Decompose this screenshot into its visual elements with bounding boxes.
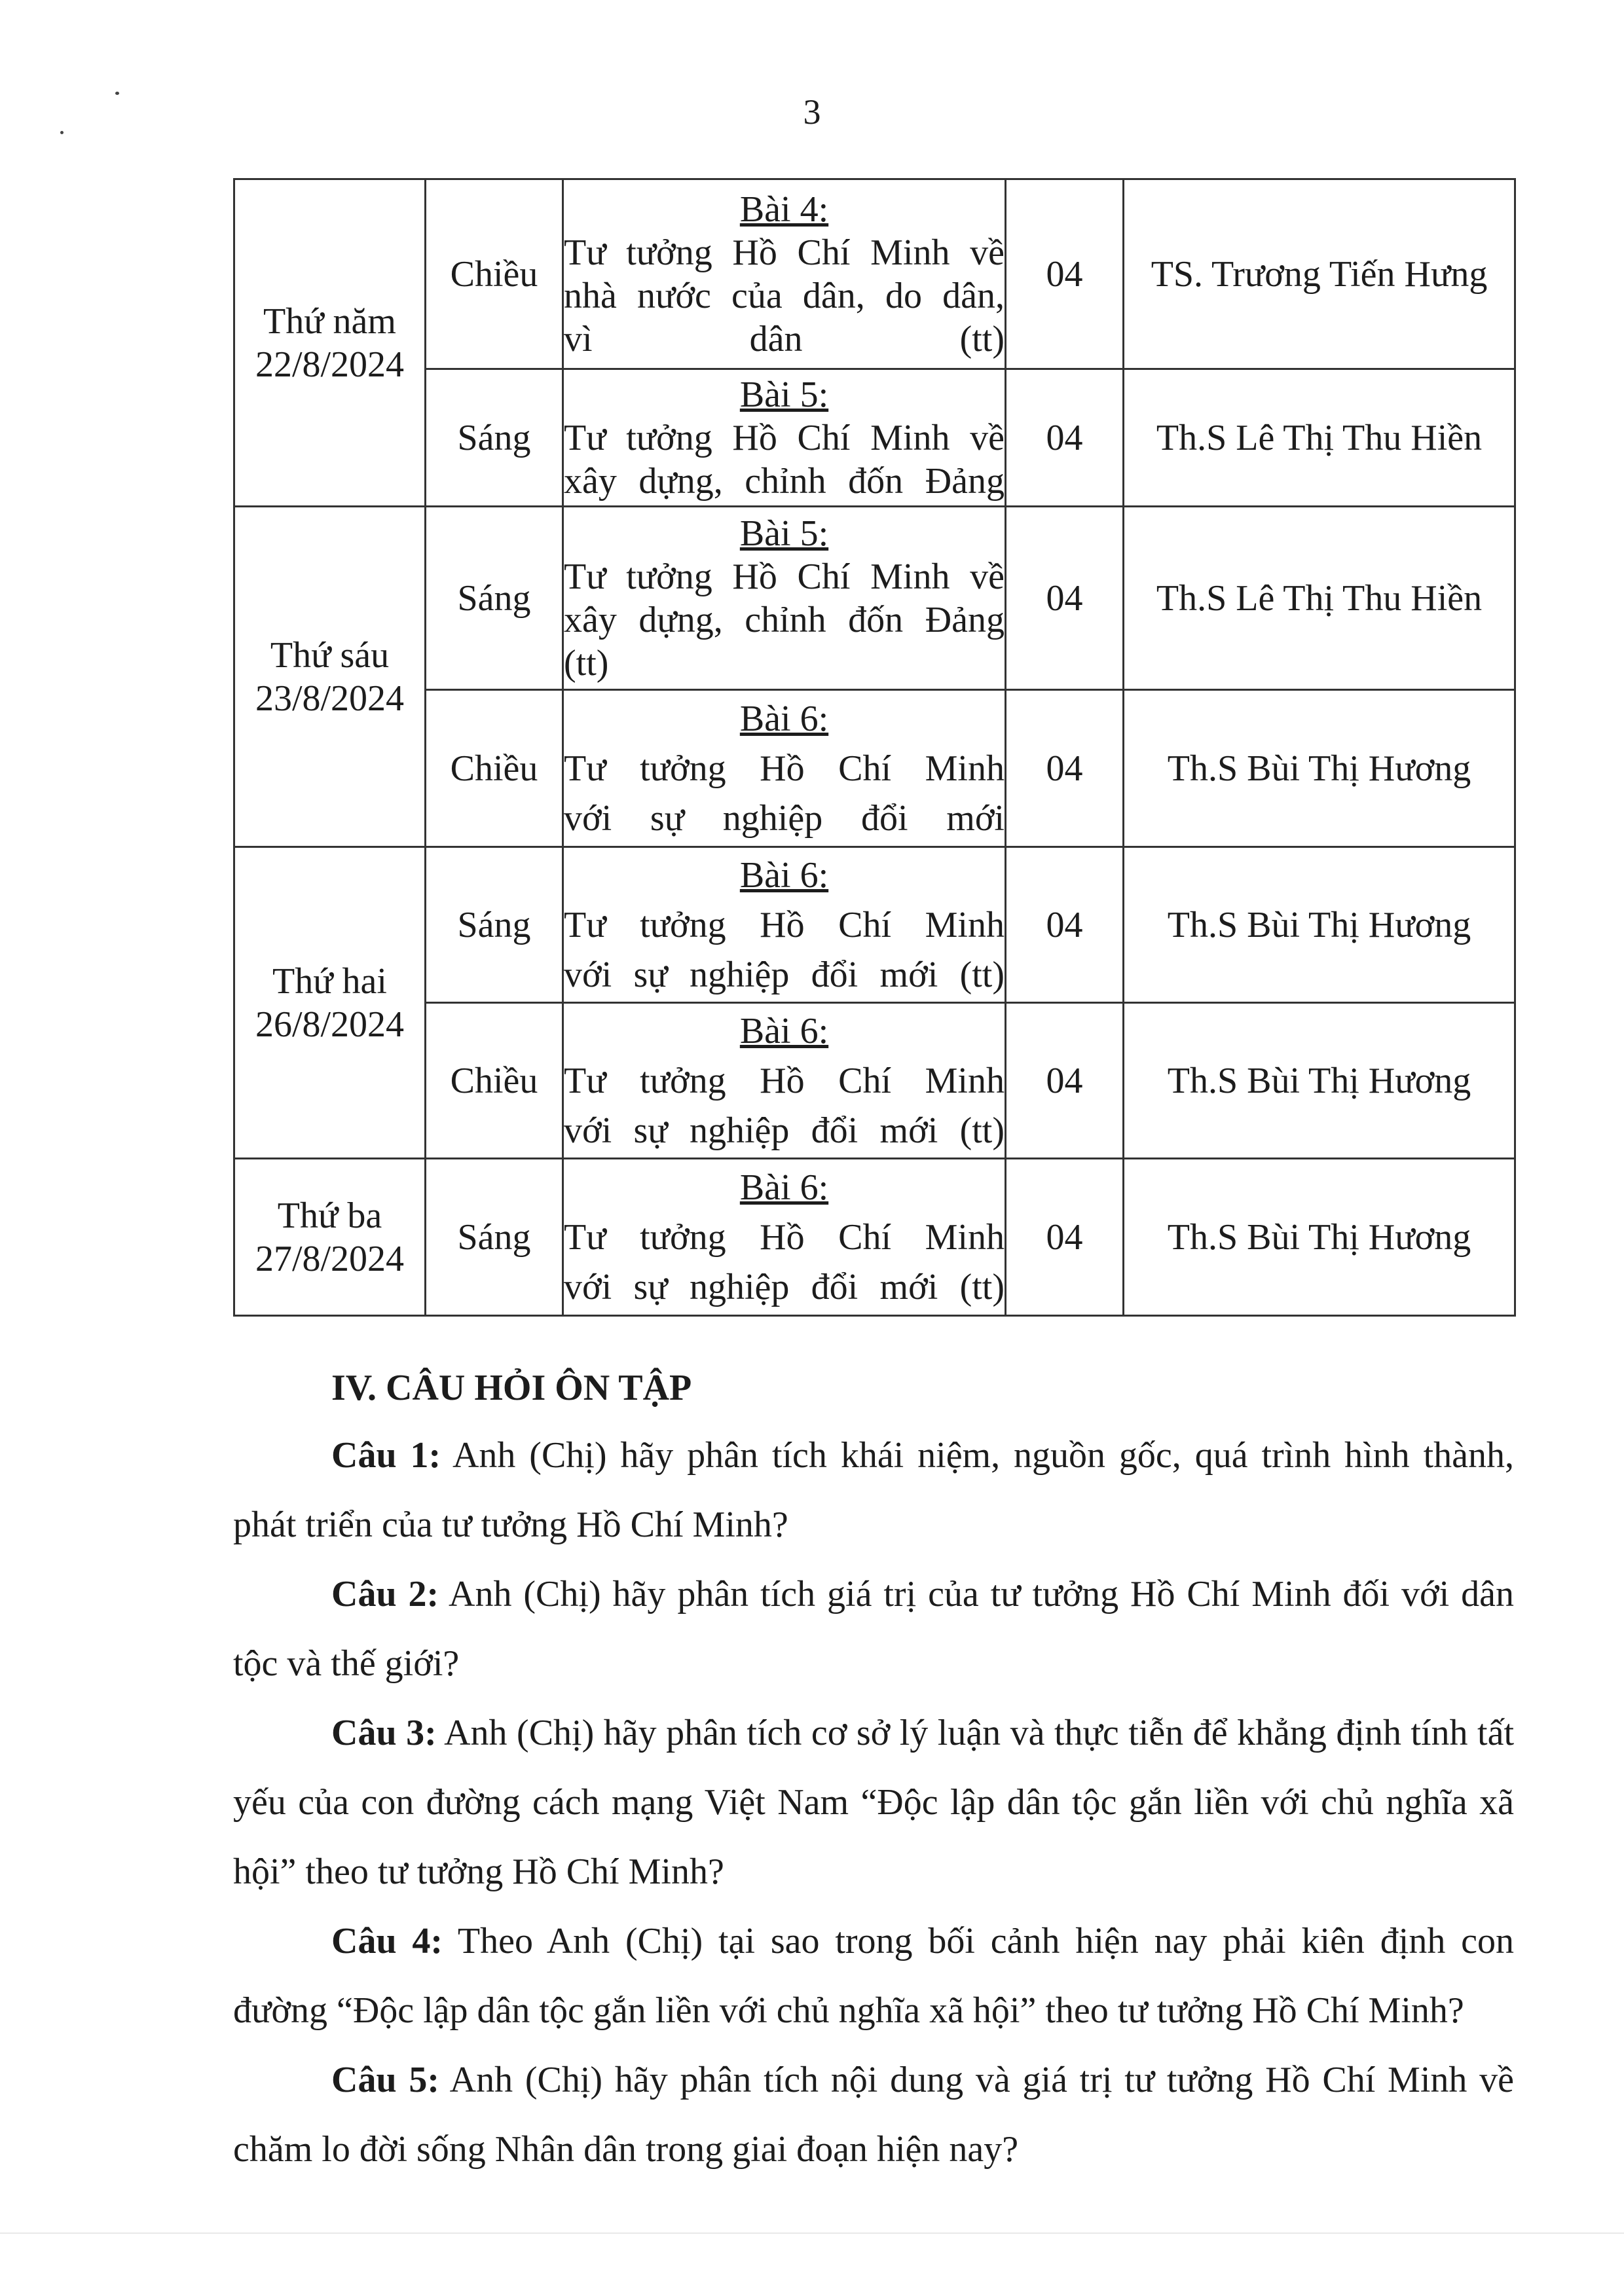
weekday: Thứ năm bbox=[263, 301, 396, 342]
session-cell: Sáng bbox=[426, 1159, 563, 1316]
lesson-cell bbox=[563, 369, 1006, 507]
lesson-cell bbox=[563, 507, 1006, 690]
date: 23/8/2024 bbox=[255, 678, 405, 719]
question-item bbox=[233, 1559, 1514, 1698]
lesson-line: với sự nghiệp đổi mới (tt) bbox=[564, 954, 1005, 995]
session-cell: Sáng bbox=[426, 847, 563, 1003]
question-text: Anh (Chị) hãy phân tích khái niệm, nguồn gốc, quá trình hình thành, phát triển của tư tưởng Hồ Chí Minh? bbox=[233, 1435, 1514, 1545]
periods-cell: 04 bbox=[1006, 369, 1124, 507]
question-label: Câu 2: bbox=[331, 1574, 439, 1614]
question-label: Câu 5: bbox=[331, 2060, 439, 2100]
lesson-number: Bài 6: bbox=[739, 1010, 829, 1051]
teacher-cell: Th.S Lê Thị Thu Hiền bbox=[1124, 369, 1515, 507]
periods-cell: 04 bbox=[1006, 507, 1124, 690]
date: 27/8/2024 bbox=[255, 1238, 405, 1279]
lesson-line: Tư tưởng Hồ Chí Minh bbox=[564, 904, 1005, 945]
question-item bbox=[233, 1698, 1514, 1906]
table-row bbox=[234, 1003, 1515, 1159]
session-cell: Chiều bbox=[426, 1003, 563, 1159]
teacher-cell: Th.S Lê Thị Thu Hiền bbox=[1124, 507, 1515, 690]
table-row bbox=[234, 847, 1515, 1003]
lesson-line: với sự nghiệp đổi mới (tt) bbox=[564, 1110, 1005, 1151]
question-item bbox=[233, 1421, 1514, 1559]
schedule-table bbox=[233, 178, 1516, 1317]
session-cell: Chiều bbox=[426, 179, 563, 369]
lesson-number: Bài 6: bbox=[739, 698, 829, 739]
date-cell bbox=[234, 507, 426, 847]
table-row bbox=[234, 507, 1515, 690]
periods-cell: 04 bbox=[1006, 847, 1124, 1003]
lesson-line: Tư tưởng Hồ Chí Minh về bbox=[564, 232, 1005, 273]
table-row bbox=[234, 1159, 1515, 1316]
question-text: Anh (Chị) hãy phân tích cơ sở lý luận và thực tiễn để khẳng định tính tất yếu của con đường cách mạng Việt Nam “Độc lập dân tộc gắn liền với chủ nghĩa xã hội” theo tư tưởng Hồ Chí Minh? bbox=[233, 1713, 1514, 1892]
lesson-line: Tư tưởng Hồ Chí Minh về bbox=[564, 556, 1005, 597]
question-item bbox=[233, 1906, 1514, 2045]
date-cell bbox=[234, 1159, 426, 1316]
weekday: Thứ sáu bbox=[270, 634, 390, 676]
scan-edge-line bbox=[0, 2232, 1624, 2234]
lesson-cell bbox=[563, 179, 1006, 369]
date: 22/8/2024 bbox=[255, 344, 405, 385]
question-text: Anh (Chị) hãy phân tích giá trị của tư tưởng Hồ Chí Minh đối với dân tộc và thế giới? bbox=[233, 1574, 1514, 1684]
weekday: Thứ ba bbox=[277, 1195, 382, 1236]
lesson-cell bbox=[563, 847, 1006, 1003]
lesson-line: xây dựng, chỉnh đốn Đảng bbox=[564, 599, 1005, 640]
page-number: 3 bbox=[803, 92, 821, 132]
question-text: Anh (Chị) hãy phân tích nội dung và giá trị tư tưởng Hồ Chí Minh về chăm lo đời sống Nhân dân trong giai đoạn hiện nay? bbox=[233, 2060, 1515, 2170]
periods-cell: 04 bbox=[1006, 179, 1124, 369]
lesson-line: Tư tưởng Hồ Chí Minh bbox=[564, 748, 1005, 789]
teacher-cell: TS. Trương Tiến Hưng bbox=[1124, 179, 1515, 369]
lesson-cell bbox=[563, 1159, 1006, 1316]
lesson-cell bbox=[563, 690, 1006, 847]
lesson-line: xây dựng, chỉnh đốn Đảng bbox=[564, 460, 1005, 501]
session-cell: Chiều bbox=[426, 690, 563, 847]
question-label: Câu 4: bbox=[331, 1921, 443, 1961]
table-row bbox=[234, 369, 1515, 507]
date-cell bbox=[234, 847, 426, 1159]
session-cell: Sáng bbox=[426, 369, 563, 507]
weekday: Thứ hai bbox=[272, 960, 387, 1002]
lesson-number: Bài 6: bbox=[739, 854, 829, 896]
date-cell bbox=[234, 179, 426, 507]
periods-cell: 04 bbox=[1006, 690, 1124, 847]
lesson-number: Bài 4: bbox=[739, 189, 829, 230]
teacher-cell: Th.S Bùi Thị Hương bbox=[1124, 1003, 1515, 1159]
lesson-line: Tư tưởng Hồ Chí Minh bbox=[564, 1216, 1005, 1258]
question-item bbox=[233, 2045, 1514, 2184]
teacher-cell: Th.S Bùi Thị Hương bbox=[1124, 1159, 1515, 1316]
table-row bbox=[234, 690, 1515, 847]
question-text: Theo Anh (Chị) tại sao trong bối cảnh hiện nay phải kiên định con đường “Độc lập dân tộc gắn liền với chủ nghĩa xã hội” theo tư tưởng Hồ Chí Minh? bbox=[233, 1921, 1515, 2031]
lesson-cell bbox=[563, 1003, 1006, 1159]
review-questions-section bbox=[233, 1355, 1514, 2184]
lesson-line: (tt) bbox=[564, 642, 609, 683]
question-label: Câu 1: bbox=[331, 1435, 441, 1476]
lesson-line: với sự nghiệp đổi mới (tt) bbox=[564, 1266, 1005, 1307]
session-cell: Sáng bbox=[426, 507, 563, 690]
lesson-line: vì dân (tt) bbox=[564, 318, 1005, 359]
periods-cell: 04 bbox=[1006, 1159, 1124, 1316]
table-row bbox=[234, 179, 1515, 369]
teacher-cell: Th.S Bùi Thị Hương bbox=[1124, 847, 1515, 1003]
lesson-line: nhà nước của dân, do dân, bbox=[564, 275, 1005, 316]
lesson-line: với sự nghiệp đổi mới bbox=[564, 797, 1005, 839]
lesson-line: Tư tưởng Hồ Chí Minh về bbox=[564, 417, 1005, 458]
question-label: Câu 3: bbox=[331, 1713, 437, 1753]
lesson-number: Bài 6: bbox=[739, 1167, 829, 1208]
lesson-number: Bài 5: bbox=[739, 513, 829, 554]
lesson-line: Tư tưởng Hồ Chí Minh bbox=[564, 1060, 1005, 1101]
periods-cell: 04 bbox=[1006, 1003, 1124, 1159]
section-heading: IV. CÂU HỎI ÔN TẬP bbox=[331, 1368, 692, 1408]
date: 26/8/2024 bbox=[255, 1004, 405, 1045]
lesson-number: Bài 5: bbox=[739, 374, 829, 415]
teacher-cell: Th.S Bùi Thị Hương bbox=[1124, 690, 1515, 847]
